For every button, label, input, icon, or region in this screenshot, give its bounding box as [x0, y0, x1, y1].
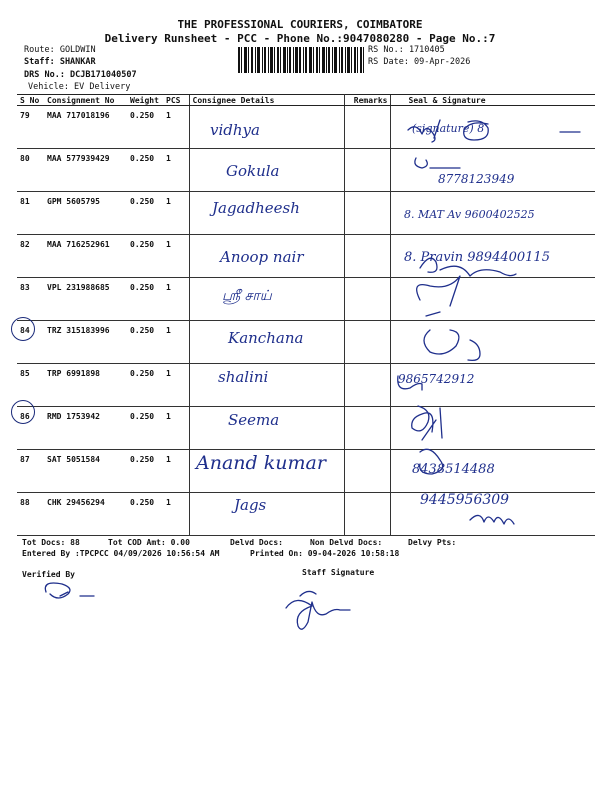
seal-hw-80: 8778123949 — [438, 172, 515, 186]
consignment-cell: MAA 577939429 — [44, 149, 127, 192]
delivery-points: Delvy Pts: — [408, 538, 457, 547]
weight-cell: 0.250 — [127, 106, 163, 149]
col-consignee: Consignee Details — [189, 95, 344, 106]
staff-signature-label: Staff Signature — [302, 568, 375, 577]
col-consignment: Consignment No — [44, 95, 127, 106]
pcs-cell: 1 — [163, 450, 189, 493]
consignment-cell: VPL 231988685 — [44, 278, 127, 321]
consignee-hw-84: Kanchana — [228, 329, 304, 347]
weight-cell: 0.250 — [127, 149, 163, 192]
pcs-cell: 1 — [163, 364, 189, 407]
seal-hw-81: 8. MAT Av 9600402525 — [404, 208, 535, 221]
consignment-cell: RMD 1753942 — [44, 407, 127, 450]
sno-cell: 84 — [17, 321, 44, 364]
signature-row-83 — [417, 276, 460, 316]
sno-cell: 79 — [17, 106, 44, 149]
weight-cell: 0.250 — [127, 364, 163, 407]
consignment-cell: SAT 5051584 — [44, 450, 127, 493]
pcs-cell: 1 — [163, 321, 189, 364]
staff-label: Staff: SHANKAR — [24, 57, 96, 67]
delivered-docs: Delvd Docs: — [230, 538, 283, 547]
consignment-cell: MAA 716252961 — [44, 235, 127, 278]
rs-number: RS No.: 1710405 — [368, 45, 445, 55]
consignee-hw-88: Jags — [234, 496, 267, 514]
seal-hw-85: 9865742912 — [398, 372, 475, 386]
consignment-cell: CHK 29456294 — [44, 493, 127, 536]
weight-cell: 0.250 — [127, 493, 163, 536]
staff-signature-mark — [286, 591, 350, 629]
weight-cell: 0.250 — [127, 407, 163, 450]
seal-hw-87: 8438514488 — [412, 462, 495, 477]
verified-by-signature — [45, 583, 94, 598]
pcs-cell: 1 — [163, 192, 189, 235]
consignee-hw-86: Seema — [228, 411, 280, 429]
pcs-cell: 1 — [163, 493, 189, 536]
col-weight: Weight — [127, 95, 163, 106]
sno-cell: 82 — [17, 235, 44, 278]
runsheet-subtitle: Delivery Runsheet - PCC - Phone No.:9047080280 - Page No.:7 — [104, 32, 496, 45]
col-remarks: Remarks — [344, 95, 390, 106]
weight-cell: 0.250 — [127, 450, 163, 493]
vehicle-label: Vehicle: EV Delivery — [28, 82, 131, 92]
sno-cell: 81 — [17, 192, 44, 235]
signature-row-88 — [470, 515, 514, 524]
printed-on: Printed On: 09-04-2026 10:58:18 — [250, 549, 400, 558]
pcs-cell: 1 — [163, 149, 189, 192]
sno-cell: 80 — [17, 149, 44, 192]
company-title: THE PROFESSIONAL COURIERS, COIMBATORE — [177, 18, 423, 31]
total-cod-amount: Tot COD Amt: 0.00 — [108, 538, 190, 547]
seal-hw-88: 9445956309 — [420, 492, 510, 508]
weight-cell: 0.250 — [127, 192, 163, 235]
weight-cell: 0.250 — [127, 321, 163, 364]
consignment-cell: GPM 5605795 — [44, 192, 127, 235]
consignment-cell: TRZ 315183996 — [44, 321, 127, 364]
drs-number: DRS No.: DCJB171040507 — [24, 70, 137, 80]
total-docs: Tot Docs: 88 — [22, 538, 80, 547]
consignee-hw-85: shalini — [218, 368, 269, 386]
weight-cell: 0.250 — [127, 278, 163, 321]
pcs-cell: 1 — [163, 235, 189, 278]
consignee-hw-83: ஸ்ரீ சாய் — [222, 288, 272, 304]
consignee-hw-81: Jagadheesh — [212, 199, 300, 217]
consignee-hw-80: Gokula — [226, 162, 280, 180]
consignee-hw-87: Anand kumar — [196, 452, 326, 474]
col-pcs: PCS — [163, 95, 189, 106]
route-label: Route: GOLDWIN — [24, 45, 96, 55]
sno-cell: 88 — [17, 493, 44, 536]
signature-row-86 — [412, 406, 442, 440]
verified-by-label: Verified By — [22, 570, 75, 579]
pcs-cell: 1 — [163, 106, 189, 149]
col-seal-signature: Seal & Signature — [390, 95, 595, 106]
consignee-hw-79: vidhya — [210, 121, 260, 139]
signature-row-84 — [424, 330, 480, 360]
sno-cell: 85 — [17, 364, 44, 407]
pcs-cell: 1 — [163, 407, 189, 450]
seal-hw-82: 8. Pravin 9894400115 — [404, 250, 550, 265]
weight-cell: 0.250 — [127, 235, 163, 278]
non-delivered-docs: Non Delvd Docs: — [310, 538, 383, 547]
entered-by: Entered By :TPCPCC 04/09/2026 10:56:54 AM — [22, 549, 220, 558]
signature-row-80 — [415, 158, 460, 168]
pcs-cell: 1 — [163, 278, 189, 321]
consignment-cell: MAA 717018196 — [44, 106, 127, 149]
sno-cell: 86 — [17, 407, 44, 450]
sno-cell: 87 — [17, 450, 44, 493]
seal-hw-79: (signature) 8 — [412, 122, 485, 135]
col-sno: S No — [17, 95, 44, 106]
sno-cell: 83 — [17, 278, 44, 321]
rs-date: RS Date: 09-Apr-2026 — [368, 57, 471, 67]
consignment-cell: TRP 6991898 — [44, 364, 127, 407]
consignee-hw-82: Anoop nair — [220, 248, 304, 266]
